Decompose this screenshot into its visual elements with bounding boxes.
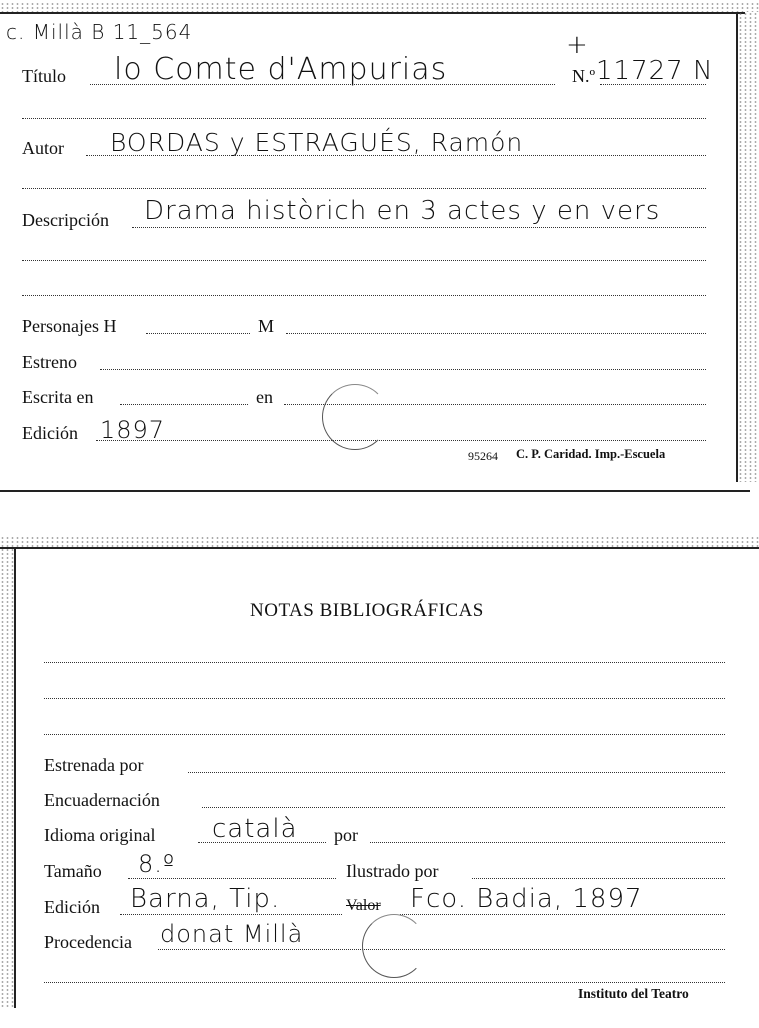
top-edge-speckle bbox=[0, 2, 759, 12]
personajes-m-line bbox=[286, 333, 706, 334]
printer-text: C. P. Caridad. Imp.-Escuela bbox=[516, 447, 666, 461]
card-front bbox=[0, 0, 759, 500]
edicion-value-2: Fco. Badia, 1897 bbox=[410, 884, 643, 914]
edicion-value-1: Barna, Tip. bbox=[130, 884, 281, 914]
tamano-value: 8.º bbox=[138, 850, 176, 878]
escrita-label: Escrita en bbox=[22, 387, 94, 407]
escrita-en-label: en bbox=[256, 387, 273, 407]
titulo-extra-line bbox=[22, 118, 706, 119]
back-top-edge-line bbox=[0, 547, 759, 549]
descripcion-extra-line-2 bbox=[22, 295, 706, 296]
notas-line-1 bbox=[44, 662, 725, 663]
call-number: c. Millà B 11_564 bbox=[6, 20, 193, 44]
edicion-line bbox=[96, 440, 706, 441]
autor-label: Autor bbox=[22, 138, 64, 158]
encuadernacion-label: Encuadernación bbox=[44, 790, 160, 810]
descripcion-line bbox=[132, 227, 706, 228]
escrita-line bbox=[120, 404, 248, 405]
num-value: 11727 N bbox=[596, 56, 714, 86]
ilustrado-line bbox=[472, 878, 725, 879]
por-line bbox=[370, 842, 725, 843]
printer-number: 95264 bbox=[468, 449, 498, 463]
titulo-label: Título bbox=[22, 66, 66, 86]
punch-hole-back bbox=[362, 914, 426, 978]
procedencia-label: Procedencia bbox=[44, 932, 132, 952]
personajes-m-label: M bbox=[258, 316, 275, 336]
procedencia-line bbox=[158, 949, 725, 950]
back-final-line bbox=[44, 982, 725, 983]
idioma-label: Idioma original bbox=[44, 825, 156, 845]
right-edge-speckle bbox=[738, 12, 758, 482]
idioma-value: català bbox=[212, 814, 298, 844]
footer-text: Instituto del Teatro bbox=[578, 986, 689, 1001]
tamano-label: Tamaño bbox=[44, 861, 102, 881]
personajes-label: Personajes H bbox=[22, 316, 117, 336]
estrenada-line bbox=[188, 772, 725, 773]
back-left-edge-line bbox=[14, 548, 16, 1008]
descripcion-label: Descripción bbox=[22, 210, 109, 230]
bottom-edge-line bbox=[0, 490, 750, 492]
top-edge-line bbox=[0, 12, 745, 14]
back-left-edge-speckle bbox=[0, 548, 14, 1008]
edicion-back-label: Edición bbox=[44, 897, 100, 917]
titulo-value: lo Comte d'Ampurias bbox=[114, 52, 448, 87]
ilustrado-label: Ilustrado por bbox=[346, 861, 439, 881]
notas-heading: NOTAS BIBLIOGRÁFICAS bbox=[250, 600, 484, 621]
estrenada-label: Estrenada por bbox=[44, 755, 144, 775]
estreno-label: Estreno bbox=[22, 352, 77, 372]
por-label: por bbox=[334, 825, 358, 845]
card-back bbox=[0, 530, 759, 1028]
encuadernacion-line bbox=[202, 807, 725, 808]
notas-line-3 bbox=[44, 734, 725, 735]
procedencia-value: donat Millà bbox=[160, 920, 304, 948]
personajes-h-line bbox=[146, 333, 250, 334]
valor-label: Valor bbox=[346, 897, 381, 914]
punch-hole-front bbox=[322, 384, 388, 450]
autor-value: BORDAS y ESTRAGUÉS, Ramón bbox=[110, 128, 524, 157]
num-cross: + bbox=[566, 30, 589, 60]
edicion-value: 1897 bbox=[100, 416, 166, 444]
estreno-line bbox=[100, 369, 706, 370]
edicion-back-line-2 bbox=[400, 914, 725, 915]
notas-line-2 bbox=[44, 698, 725, 699]
autor-extra-line bbox=[22, 188, 706, 189]
num-label: N.º bbox=[572, 66, 596, 86]
tamano-line bbox=[128, 878, 336, 879]
descripcion-value: Drama històrich en 3 actes y en vers bbox=[144, 196, 661, 226]
edicion-back-line-1 bbox=[120, 914, 342, 915]
descripcion-extra-line-1 bbox=[22, 260, 706, 261]
edicion-label: Edición bbox=[22, 423, 78, 443]
